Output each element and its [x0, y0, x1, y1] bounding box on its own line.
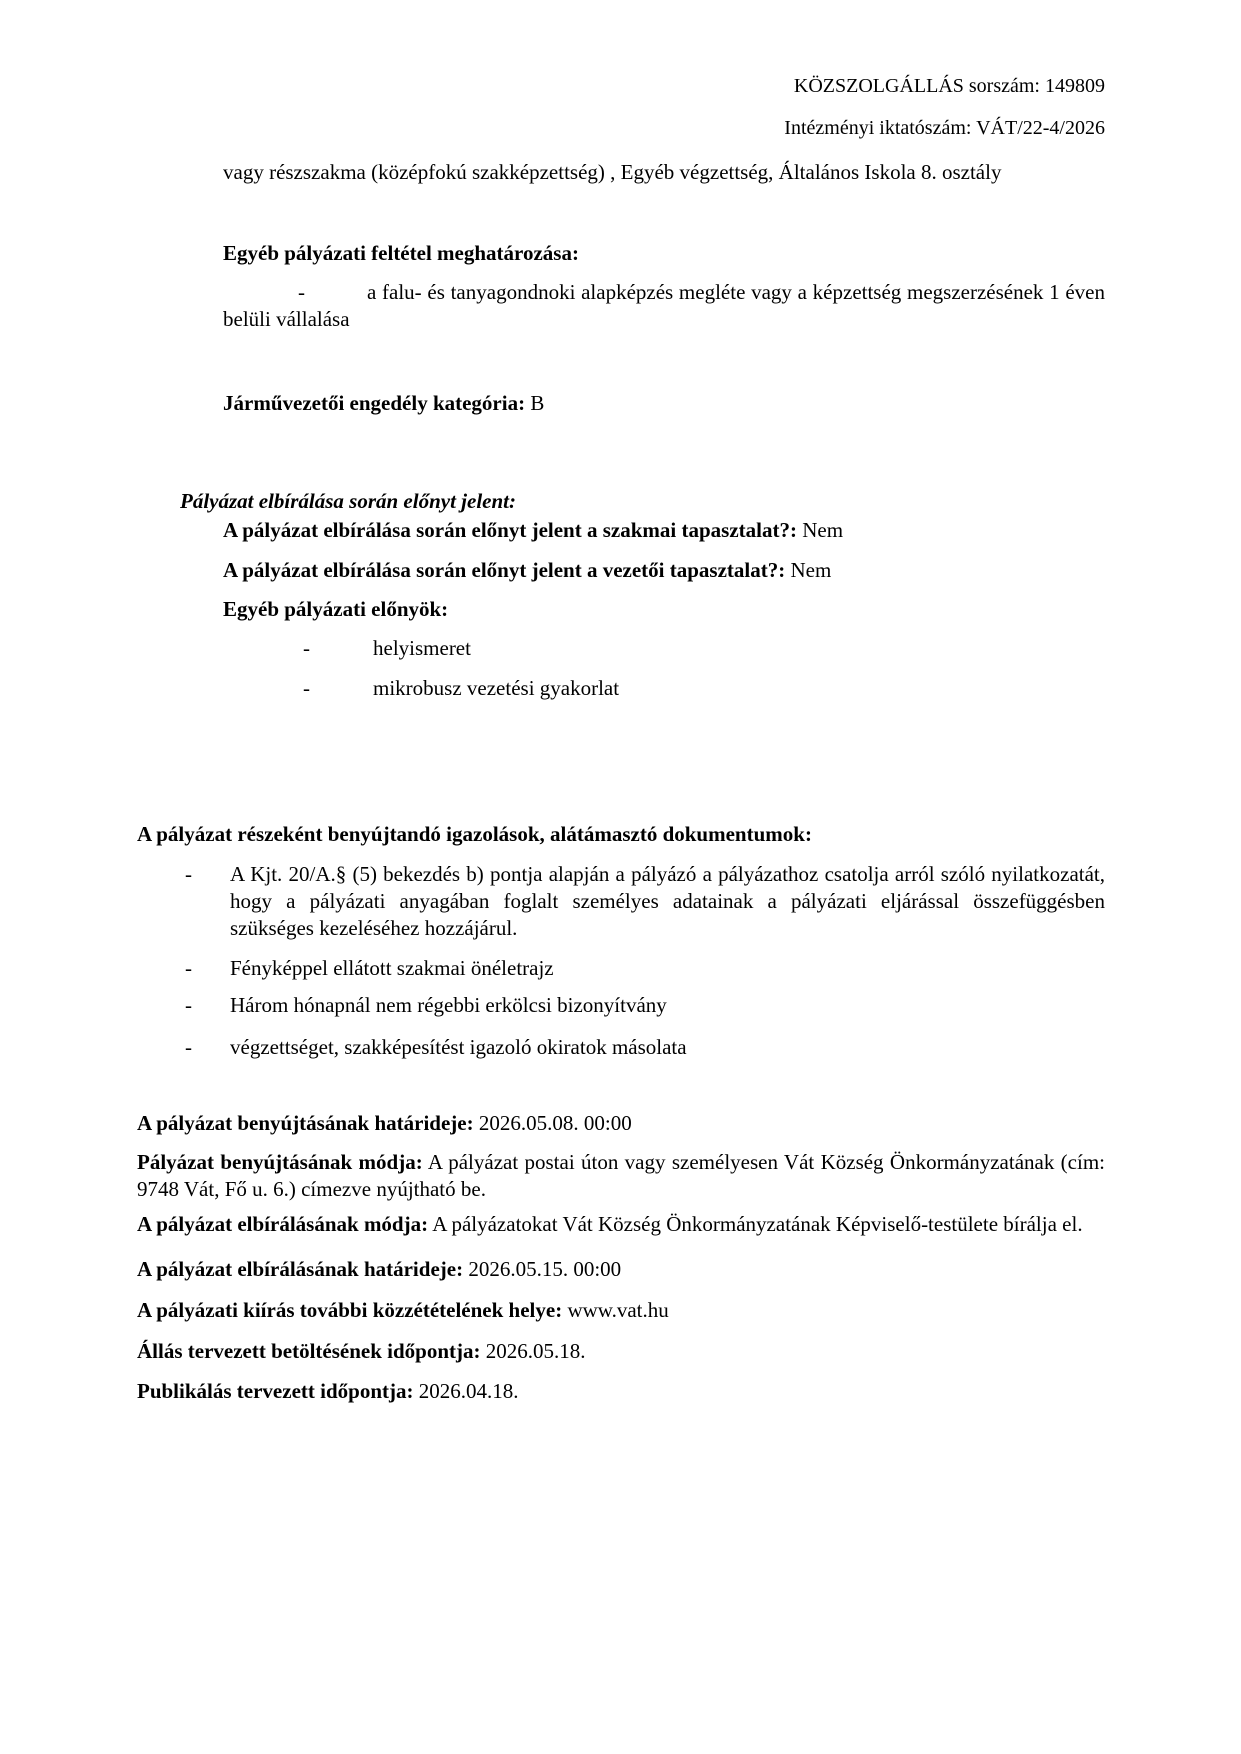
- documents-heading: A pályázat részeként benyújtandó igazolások, alátámasztó dokumentumok:: [137, 822, 812, 846]
- evaluation-method-label: A pályázat elbírálásának módja:: [137, 1212, 429, 1236]
- submission-deadline-line: [137, 1110, 1105, 1137]
- evaluation-method-value: A pályázatokat Vát Község Önkormányzatának Képviselő-testülete bírálja el.: [432, 1212, 1083, 1236]
- bullet-dash: -: [185, 956, 192, 980]
- serial-number-line: [137, 72, 1105, 100]
- registry-number-line: [137, 114, 1105, 142]
- professional-experience-line: [223, 517, 1105, 544]
- evaluation-deadline-label: A pályázat elbírálásának határideje:: [137, 1257, 464, 1281]
- evaluation-method-line: [137, 1211, 1105, 1238]
- other-condition-heading: Egyéb pályázati feltétel meghatározása:: [223, 241, 579, 265]
- evaluation-deadline-line: [137, 1256, 1105, 1283]
- evaluation-deadline-value: 2026.05.15. 00:00: [468, 1257, 622, 1281]
- professional-experience-label: A pályázat elbírálása során előnyt jelent a szakmai tapasztalat?:: [223, 518, 797, 542]
- leadership-experience-label: A pályázat elbírálása során előnyt jelent a vezetői tapasztalat?:: [223, 558, 786, 582]
- leadership-experience-value: Nem: [790, 558, 832, 582]
- bullet-dash: -: [185, 1035, 192, 1059]
- publication-place-value: www.vat.hu: [567, 1298, 669, 1322]
- professional-experience-value: Nem: [802, 518, 844, 542]
- serial-number-label: KÖZSZOLGÁLLÁS sorszám:: [793, 75, 1040, 97]
- qualification-paragraph: vagy részszakma (középfokú szakképzettség) , Egyéb végzettség, Általános Iskola 8. osztály: [223, 160, 1002, 184]
- document-item-text: Három hónapnál nem régebbi erkölcsi bizonyítvány: [230, 993, 667, 1017]
- serial-number-value: 149809: [1045, 75, 1105, 97]
- submission-method-line: [137, 1149, 1105, 1203]
- advantage-item-text: helyismeret: [373, 636, 471, 660]
- document-item: [137, 992, 1105, 1019]
- document-item-text: végzettséget, szakképesítést igazoló okiratok másolata: [230, 1035, 687, 1059]
- position-start-label: Állás tervezett betöltésének időpontja:: [137, 1339, 481, 1363]
- advantage-item: [223, 635, 1105, 662]
- other-condition-item: [223, 279, 1105, 333]
- bullet-dash: -: [303, 636, 310, 660]
- submission-deadline-value: 2026.05.08. 00:00: [478, 1111, 632, 1135]
- position-start-line: [137, 1338, 1105, 1365]
- other-condition-item-text: a falu- és tanyagondnoki alapképzés megléte vagy a képzettség megszerzésének 1 éven belüli vállalása: [223, 280, 1105, 331]
- advantage-item: [223, 675, 1105, 702]
- submission-method-label: Pályázat benyújtásának módja:: [137, 1150, 423, 1174]
- document-item-text: Fényképpel ellátott szakmai önéletrajz: [230, 956, 554, 980]
- driving-license-line: [223, 390, 1105, 417]
- driving-license-value: B: [530, 391, 545, 415]
- publication-date-label: Publikálás tervezett időpontja:: [137, 1379, 414, 1403]
- submission-deadline-label: A pályázat benyújtásának határideje:: [137, 1111, 474, 1135]
- document-item: [137, 861, 1105, 942]
- publication-place-line: [137, 1297, 1105, 1324]
- bullet-dash: -: [185, 993, 192, 1017]
- submission-method-value: A pályázat postai úton vagy személyesen Vát Község Önkormányzatának (cím: 9748 Vát, Fő u. 6.) címezve nyújtható be.: [137, 1150, 1105, 1201]
- bullet-dash: -: [298, 280, 305, 304]
- bullet-dash: -: [185, 862, 192, 886]
- advantage-item-text: mikrobusz vezetési gyakorlat: [373, 676, 620, 700]
- registry-number-value: VÁT/22-4/2026: [976, 117, 1105, 139]
- publication-date-line: [137, 1378, 1105, 1405]
- publication-date-value: 2026.04.18.: [418, 1379, 519, 1403]
- document-item: [137, 955, 1105, 982]
- driving-license-label: Járművezetői engedély kategória:: [223, 391, 526, 415]
- advantages-heading: Pályázat elbírálása során előnyt jelent:: [180, 489, 516, 513]
- bullet-dash: -: [303, 676, 310, 700]
- registry-number-label: Intézményi iktatószám:: [784, 117, 972, 139]
- document-header: [137, 72, 1105, 142]
- document-item-text: A Kjt. 20/A.§ (5) bekezdés b) pontja alapján a pályázó a pályázathoz csatolja arról szóló nyilatkozatát, hogy a pályázati anyagában foglalt személyes adatainak a pályázati eljárással összefüggésben szükséges kezeléséhez hozzájárul.: [230, 862, 1105, 940]
- leadership-experience-line: [223, 557, 1105, 584]
- publication-place-label: A pályázati kiírás további közzétételének helye:: [137, 1298, 563, 1322]
- document-item: [137, 1034, 1105, 1061]
- position-start-value: 2026.05.18.: [485, 1339, 586, 1363]
- other-advantages-heading: Egyéb pályázati előnyök:: [223, 597, 449, 621]
